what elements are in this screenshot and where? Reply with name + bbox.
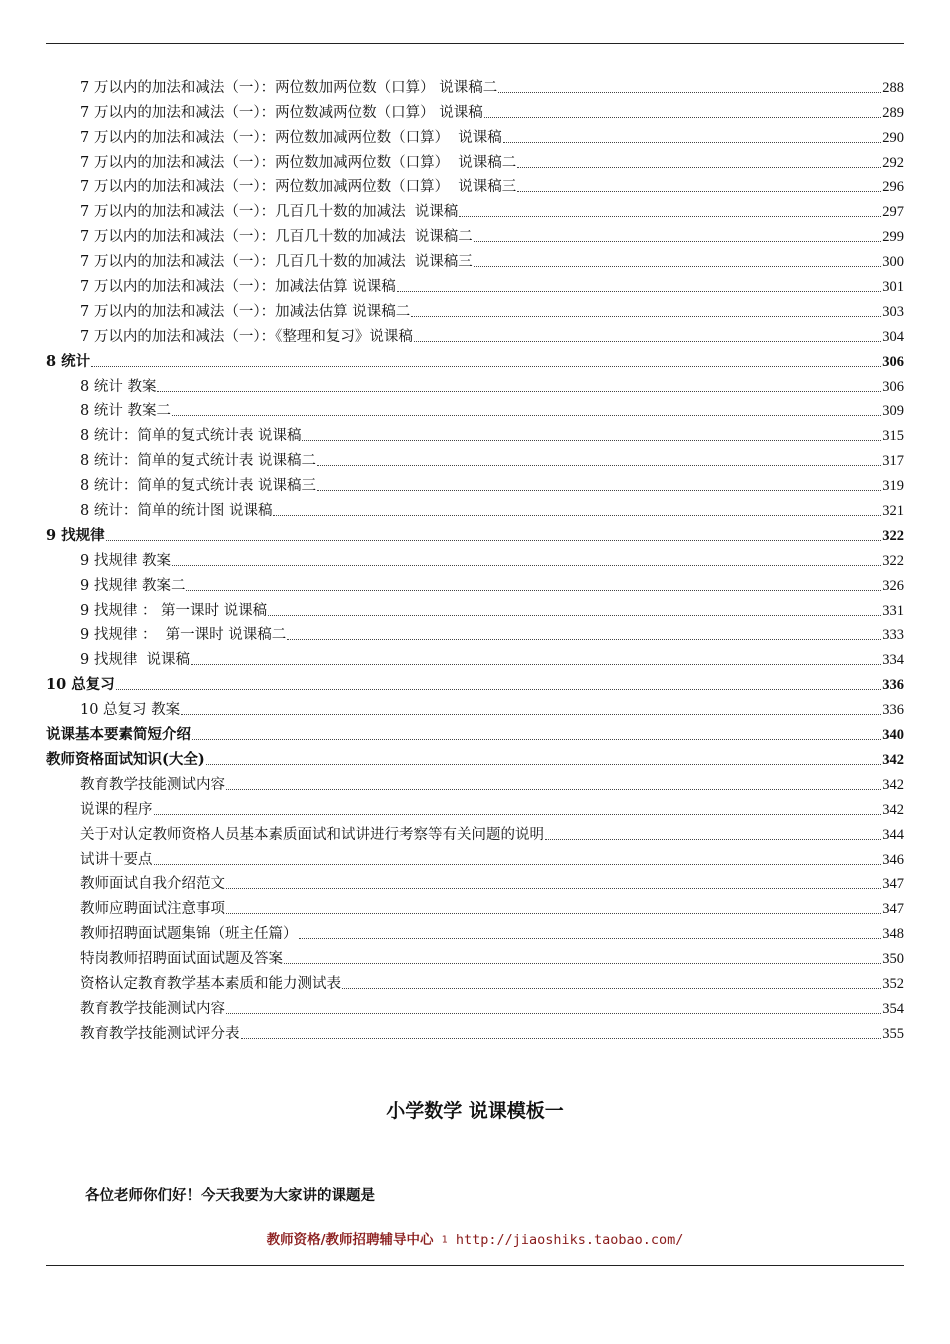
- toc-entry-title: 7 万以内的加法和减法（一）：两位数加减两位数（口算） 说课稿: [80, 129, 502, 146]
- toc-entry-title: 教师应聘面试注意事项: [80, 901, 225, 918]
- toc-dot-leader: [226, 1013, 881, 1014]
- header-rule: [46, 43, 904, 44]
- toc-entry-page-number: 289: [882, 104, 904, 121]
- toc-section-entry[interactable]: [0, 520, 904, 545]
- toc-dot-leader: [154, 864, 882, 865]
- toc-entry-page-number: 350: [882, 951, 904, 968]
- toc-entry[interactable]: [0, 271, 904, 296]
- toc-entry-page-number: 342: [882, 751, 904, 768]
- toc-entry-title: 8 统计 教案: [80, 378, 157, 395]
- toc-entry[interactable]: [0, 893, 904, 918]
- toc-entry-title: 8 统计：简单的复式统计表 说课稿二: [80, 453, 316, 470]
- toc-dot-leader: [268, 615, 881, 616]
- toc-entry[interactable]: [0, 943, 904, 968]
- toc-entry-page-number: 309: [882, 403, 904, 420]
- toc-entry-title: 7 万以内的加法和减法（一）：加减法估算 说课稿: [80, 279, 396, 296]
- toc-dot-leader: [226, 789, 881, 790]
- toc-entry-page-number: 336: [882, 702, 904, 719]
- toc-section-entry[interactable]: [0, 669, 904, 694]
- toc-entry-page-number: 317: [882, 453, 904, 470]
- toc-entry-title: 教师面试自我介绍范文: [80, 876, 225, 893]
- toc-entry-page-number: 292: [882, 154, 904, 171]
- toc-dot-leader: [414, 341, 881, 342]
- toc-entry-page-number: 352: [882, 975, 904, 992]
- toc-entry-page-number: 306: [882, 378, 904, 395]
- toc-entry[interactable]: [0, 620, 904, 645]
- toc-entry[interactable]: [0, 769, 904, 794]
- toc-dot-leader: [459, 216, 881, 217]
- toc-dot-leader: [226, 888, 881, 889]
- toc-dot-leader: [474, 266, 881, 267]
- toc-entry-title: 关于对认定教师资格人员基本素质面试和试讲进行考察等有关问题的说明: [80, 826, 544, 843]
- toc-dot-leader: [317, 490, 881, 491]
- toc-entry-page-number: 290: [882, 129, 904, 146]
- toc-entry-title: 9 找规律 ： 第一课时 说课稿二: [80, 627, 287, 644]
- toc-dot-leader: [411, 316, 881, 317]
- toc-dot-leader: [172, 415, 881, 416]
- toc-entry[interactable]: [0, 694, 904, 719]
- toc-entry-page-number: 306: [882, 353, 904, 370]
- toc-section-entry[interactable]: [0, 346, 904, 371]
- toc-dot-leader: [287, 639, 881, 640]
- toc-entry-title: 10 总复习: [46, 676, 115, 694]
- toc-entry-title: 9 找规律: [46, 526, 105, 544]
- toc-dot-leader: [226, 913, 881, 914]
- toc-entry[interactable]: [0, 396, 904, 421]
- toc-entry-title: 试讲十要点: [80, 851, 153, 868]
- toc-entry[interactable]: [0, 495, 904, 520]
- toc-dot-leader: [284, 963, 881, 964]
- toc-entry-page-number: 340: [882, 727, 904, 744]
- toc-dot-leader: [517, 167, 881, 168]
- toc-entry-page-number: 297: [882, 204, 904, 221]
- toc-dot-leader: [342, 988, 881, 989]
- toc-entry[interactable]: [0, 72, 904, 97]
- toc-entry[interactable]: [0, 993, 904, 1018]
- toc-dot-leader: [302, 440, 881, 441]
- toc-entry-title: 7 万以内的加法和减法（一）：加减法估算 说课稿二: [80, 303, 411, 320]
- toc-entry[interactable]: [0, 968, 904, 993]
- toc-entry-title: 7 万以内的加法和减法（一）：几百几十数的加减法 说课稿二: [80, 229, 473, 246]
- toc-entry-title: 9 找规律 教案: [80, 552, 171, 569]
- toc-entry[interactable]: [0, 470, 904, 495]
- toc-entry-page-number: 321: [882, 503, 904, 520]
- toc-entry[interactable]: [0, 420, 904, 445]
- toc-dot-leader: [192, 739, 881, 740]
- toc-dot-leader: [474, 241, 881, 242]
- toc-entry-page-number: 315: [882, 428, 904, 445]
- toc-entry[interactable]: [0, 172, 904, 197]
- toc-entry-page-number: 288: [882, 79, 904, 96]
- toc-entry-page-number: 354: [882, 1000, 904, 1017]
- toc-entry-title: 7 万以内的加法和减法（一）：两位数加减两位数（口算） 说课稿二: [80, 154, 517, 171]
- toc-entry-page-number: 336: [882, 677, 904, 694]
- toc-entry-title: 8 统计：简单的复式统计表 说课稿三: [80, 478, 316, 495]
- footer-page-number: 1: [441, 1234, 448, 1246]
- toc-entry-page-number: 299: [882, 229, 904, 246]
- toc-dot-leader: [206, 764, 882, 765]
- toc-entry-page-number: 355: [882, 1025, 904, 1042]
- toc-entry[interactable]: [0, 918, 904, 943]
- toc-entry-title: 9 找规律 教案二: [80, 577, 186, 594]
- toc-entry[interactable]: [0, 445, 904, 470]
- toc-dot-leader: [299, 938, 882, 939]
- toc-entry-title: 7 万以内的加法和减法（一）：两位数减两位数（口算） 说课稿: [80, 104, 483, 121]
- toc-entry-title: 教师招聘面试题集锦（班主任篇）: [80, 926, 298, 943]
- greeting-paragraph: 各位老师你们好！今天我要为大家讲的课题是: [85, 1188, 375, 1204]
- footer-rule: [46, 1265, 904, 1266]
- toc-entry-title: 说课基本要素简短介绍: [46, 726, 191, 744]
- toc-entry-title: 教师资格面试知识(大全): [46, 750, 205, 768]
- toc-entry-title: 9 找规律 ： 第一课时 说课稿: [80, 602, 268, 619]
- toc-dot-leader: [397, 291, 882, 292]
- toc-entry-page-number: 322: [882, 552, 904, 569]
- toc-dot-leader: [273, 515, 881, 516]
- toc-entry-page-number: 326: [882, 577, 904, 594]
- toc-entry-page-number: 348: [882, 926, 904, 943]
- toc-entry-page-number: 303: [882, 303, 904, 320]
- toc-dot-leader: [91, 366, 881, 367]
- toc-entry-page-number: 322: [882, 527, 904, 544]
- toc-entry-page-number: 346: [882, 851, 904, 868]
- toc-entry[interactable]: [0, 844, 904, 869]
- toc-dot-leader: [157, 391, 881, 392]
- toc-entry[interactable]: [0, 321, 904, 346]
- toc-entry-title: 教育教学技能测试内容: [80, 776, 225, 793]
- toc-entry-page-number: 344: [882, 826, 904, 843]
- toc-entry[interactable]: [0, 869, 904, 894]
- toc-entry[interactable]: [0, 644, 904, 669]
- toc-entry-page-number: 342: [882, 801, 904, 818]
- toc-entry-title: 7 万以内的加法和减法（一）：《整理和复习》说课稿: [80, 328, 413, 345]
- toc-entry-page-number: 347: [882, 876, 904, 893]
- toc-entry-page-number: 333: [882, 627, 904, 644]
- toc-entry-title: 8 统计：简单的复式统计表 说课稿: [80, 428, 302, 445]
- toc-entry-page-number: 304: [882, 328, 904, 345]
- toc-entry-page-number: 347: [882, 901, 904, 918]
- toc-entry-title: 资格认定教育教学基本素质和能力测试表: [80, 975, 341, 992]
- toc-entry[interactable]: [0, 545, 904, 570]
- toc-entry-title: 7 万以内的加法和减法（一）：两位数加两位数（口算） 说课稿二: [80, 79, 498, 96]
- toc-entry[interactable]: [0, 246, 904, 271]
- toc-dot-leader: [241, 1038, 882, 1039]
- toc-entry-page-number: 301: [882, 279, 904, 296]
- toc-entry[interactable]: [0, 97, 904, 122]
- toc-dot-leader: [517, 191, 881, 192]
- toc-entry[interactable]: [0, 296, 904, 321]
- toc-dot-leader: [191, 664, 881, 665]
- toc-dot-leader: [181, 714, 881, 715]
- toc-entry[interactable]: [0, 595, 904, 620]
- toc-entry[interactable]: [0, 221, 904, 246]
- toc-entry-title: 说课的程序: [80, 801, 153, 818]
- toc-entry-page-number: 342: [882, 776, 904, 793]
- toc-entry[interactable]: [0, 122, 904, 147]
- toc-entry-title: 教育教学技能测试内容: [80, 1000, 225, 1017]
- toc-dot-leader: [154, 814, 882, 815]
- toc-dot-leader: [484, 117, 882, 118]
- toc-section-entry[interactable]: [0, 719, 904, 744]
- toc-entry-title: 7 万以内的加法和减法（一）：两位数加减两位数（口算） 说课稿三: [80, 179, 517, 196]
- toc-entry[interactable]: [0, 147, 904, 172]
- toc-dot-leader: [498, 92, 881, 93]
- toc-entry[interactable]: [0, 371, 904, 396]
- footer: [0, 1228, 950, 1248]
- toc-dot-leader: [106, 540, 882, 541]
- toc-dot-leader: [116, 689, 882, 690]
- toc-dot-leader: [545, 839, 881, 840]
- toc-dot-leader: [317, 465, 881, 466]
- toc-entry-title: 8 统计 教案二: [80, 403, 171, 420]
- toc-dot-leader: [503, 142, 881, 143]
- toc-entry-title: 教育教学技能测试评分表: [80, 1025, 240, 1042]
- toc-entry[interactable]: [0, 819, 904, 844]
- toc-entry[interactable]: [0, 794, 904, 819]
- footer-url-link[interactable]: http://jiaoshiks.taobao.com/: [455, 1232, 684, 1248]
- toc-entry-title: 8 统计：简单的统计图 说课稿: [80, 503, 273, 520]
- footer-label: 教师资格/教师招聘辅导中心: [266, 1232, 434, 1248]
- toc-dot-leader: [172, 565, 881, 566]
- toc-entry[interactable]: [0, 196, 904, 221]
- toc-entry[interactable]: [0, 570, 904, 595]
- toc-entry-page-number: 300: [882, 254, 904, 271]
- toc-entry-title: 7 万以内的加法和减法（一）：几百几十数的加减法 说课稿: [80, 204, 459, 221]
- toc-dot-leader: [186, 590, 881, 591]
- document-title: 小学数学 说课模板一: [386, 1100, 564, 1122]
- toc-entry-title: 9 找规律 说课稿: [80, 652, 191, 669]
- toc-entry-title: 特岗教师招聘面试面试题及答案: [80, 951, 283, 968]
- toc-entry-title: 7 万以内的加法和减法（一）：几百几十数的加减法 说课稿三: [80, 254, 473, 271]
- toc-entry-title: 10 总复习 教案: [80, 702, 181, 719]
- toc-section-entry[interactable]: [0, 744, 904, 769]
- toc-entry-title: 8 统计: [46, 352, 91, 370]
- toc-entry-page-number: 319: [882, 478, 904, 495]
- table-of-contents: [0, 72, 950, 1043]
- toc-entry-page-number: 334: [882, 652, 904, 669]
- toc-entry-page-number: 296: [882, 179, 904, 196]
- toc-entry[interactable]: [0, 1018, 904, 1043]
- toc-entry-page-number: 331: [882, 602, 904, 619]
